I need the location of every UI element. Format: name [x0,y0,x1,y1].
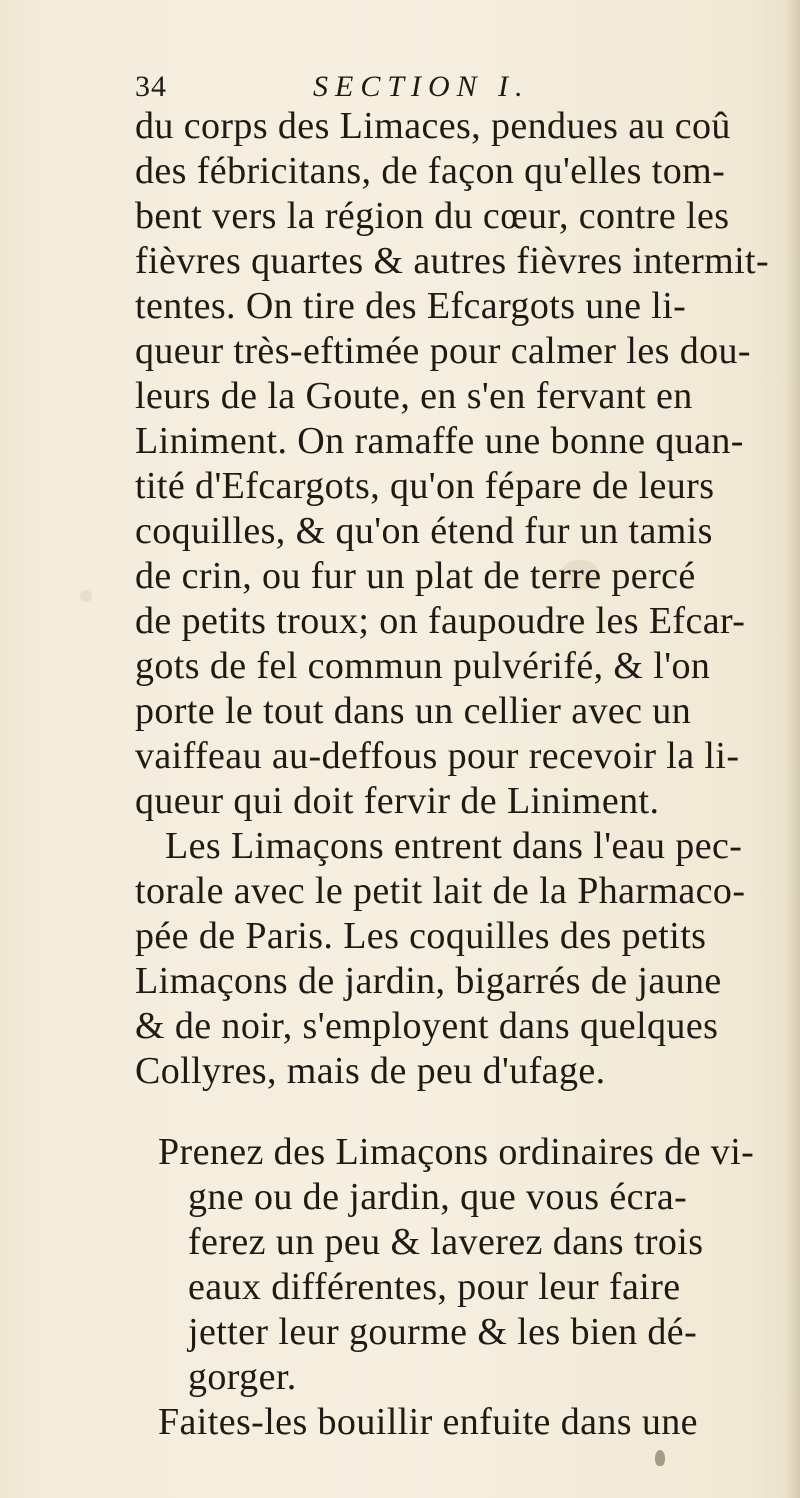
text-line: de crin, ou fur un plat de terre percé [135,555,696,597]
text-line: queur très-eftimée pour calmer les dou- [135,330,751,372]
ink-mark-icon [655,1450,665,1466]
text-line: ferez un peu & laverez dans trois [188,1221,704,1263]
text-line: gne ou de jardin, que vous écra- [188,1176,688,1218]
text-line: coquilles, & qu'on étend fur un tamis [135,510,713,552]
paper-stain [80,590,92,602]
text-line: du corps des Limaces, pendues au coû [135,105,731,147]
text-line: tité d'Efcargots, qu'on fépare de leurs [135,465,715,507]
text-line: gots de fel commun pulvérifé, & l'on [135,645,711,687]
text-line: bent vers la région du cœur, contre les [135,195,730,237]
section-title: SECTION I. [313,70,530,103]
text-line: leurs de la Goute, en s'en fervant en [135,375,693,417]
text-line: porte le tout dans un cellier avec un [135,690,692,732]
text-line: vaiffeau au-deffous pour recevoir la li- [135,735,740,777]
text-line: & de noir, s'employent dans quelques [135,1005,719,1047]
text-line: Les Limaçons entrent dans l'eau pec- [165,825,743,867]
text-line: fièvres quartes & autres fièvres intermit- [135,240,770,282]
text-line: Prenez des Limaçons ordinaires de vi- [158,1131,755,1173]
text-line: Limaçons de jardin, bigarrés de jaune [135,960,722,1002]
page-number: 34 [135,70,167,103]
text-line: jetter leur gourme & les bien dé- [188,1311,698,1353]
text-line: Liniment. On ramaffe une bonne quan- [135,420,744,462]
text-line: tentes. On tire des Efcargots une li- [135,285,687,327]
text-line: eaux différentes, pour leur faire [188,1266,681,1308]
text-line: des fébricitans, de façon qu'elles tom- [135,150,726,192]
page-edge-shadow [786,0,800,1498]
text-line: torale avec le petit lait de la Pharmaco- [135,870,746,912]
text-line: Faites-les bouillir enfuite dans une [158,1401,698,1443]
text-line: de petits troux; on faupoudre les Efcar- [135,600,746,642]
text-line: queur qui doit fervir de Liniment. [135,780,660,822]
text-line: Collyres, mais de peu d'ufage. [135,1050,606,1092]
text-line: gorger. [188,1356,297,1398]
text-line: pée de Paris. Les coquilles des petits [135,915,707,957]
